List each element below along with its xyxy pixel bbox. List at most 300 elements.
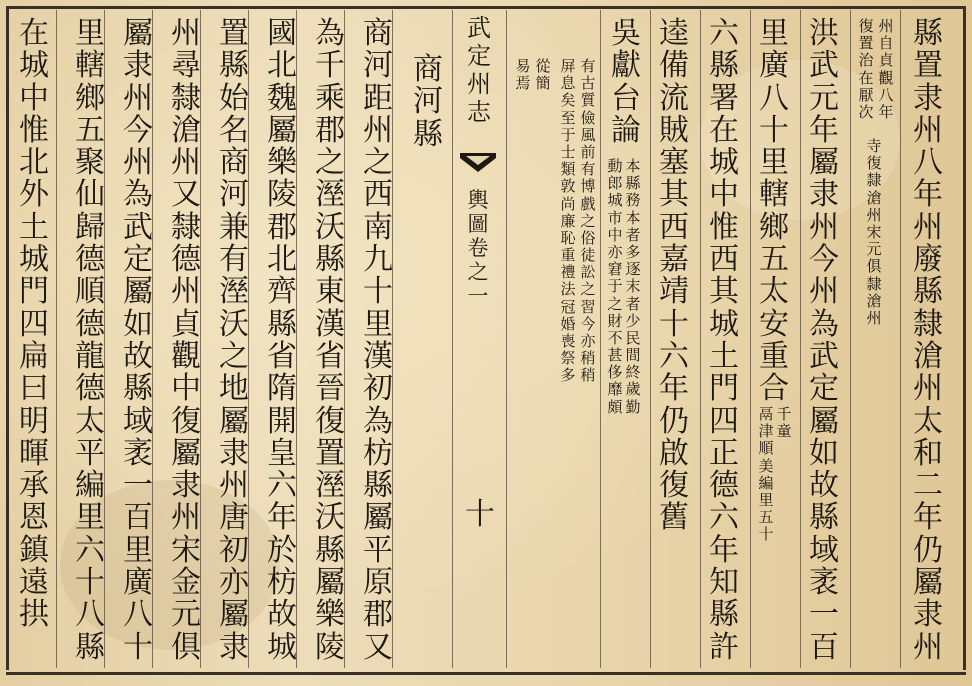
section-label (610, 18, 642, 147)
annotation-column (625, 158, 641, 416)
glyph: 侈 (607, 363, 623, 382)
glyph: 河 (413, 84, 443, 120)
glyph: 前 (580, 142, 596, 161)
glyph: 元 (171, 597, 201, 633)
glyph: 九 (363, 242, 393, 278)
glyph: 西 (363, 177, 393, 213)
glyph: 州 (171, 274, 201, 310)
glyph: 至 (560, 108, 576, 127)
glyph: 屬 (913, 565, 943, 601)
glyph: 漢 (363, 338, 393, 374)
glyph: 門 (19, 274, 49, 310)
glyph: 商 (413, 52, 443, 87)
glyph: 者 (625, 225, 641, 244)
glyph: 終 (625, 363, 641, 382)
glyph: 歸 (75, 209, 105, 245)
glyph: 仙 (75, 177, 105, 213)
glyph: 里 (758, 490, 774, 509)
glyph: 陵 (267, 177, 297, 213)
glyph: 五 (75, 112, 105, 148)
glyph: 一 (467, 284, 489, 308)
glyph: 美 (758, 456, 774, 475)
glyph: 之 (467, 260, 489, 284)
glyph: 東 (315, 274, 345, 310)
glyph: 恥 (560, 228, 576, 247)
glyph: 沃 (315, 500, 345, 536)
glyph: 屬 (363, 500, 393, 536)
glyph: 武 (123, 209, 153, 245)
glyph: 十 (659, 306, 689, 342)
glyph: 太 (75, 403, 105, 439)
glyph: 縣 (75, 629, 105, 665)
glyph: 元 (809, 80, 839, 116)
glyph: 尋 (171, 48, 201, 84)
glyph: 為 (315, 16, 345, 51)
glyph: 志 (467, 98, 491, 126)
glyph: 津 (758, 422, 774, 441)
text-column (170, 18, 202, 664)
glyph: 初 (363, 371, 393, 407)
glyph: 漢 (315, 306, 345, 342)
glyph: 四 (709, 403, 739, 439)
glyph: 置 (858, 34, 874, 53)
glyph: 今 (809, 242, 839, 278)
glyph: 署 (709, 80, 739, 116)
glyph: 六 (267, 468, 297, 504)
glyph: 尚 (560, 194, 576, 213)
glyph: 土 (19, 209, 49, 245)
glyph: 城 (267, 629, 297, 665)
glyph: 故 (809, 468, 839, 504)
glyph: 動 (607, 157, 623, 175)
glyph: 滄 (866, 291, 882, 310)
glyph: 復 (171, 403, 201, 439)
annotation-column (580, 58, 596, 385)
glyph: 其 (709, 274, 739, 310)
glyph: 百 (123, 500, 153, 536)
glyph: 隸 (171, 209, 201, 245)
glyph: 里 (75, 16, 105, 51)
glyph: 明 (19, 403, 49, 439)
column-rule (750, 10, 751, 668)
glyph: 惟 (709, 209, 739, 245)
glyph: 禮 (560, 263, 576, 282)
glyph: 州 (171, 500, 201, 536)
glyph: 隶 (171, 468, 201, 504)
glyph: 千 (315, 48, 345, 84)
glyph: 屬 (315, 565, 345, 601)
glyph: 門 (709, 371, 739, 407)
glyph: 城 (709, 145, 739, 181)
glyph: 南 (363, 209, 393, 245)
glyph: 一 (809, 597, 839, 633)
glyph: 今 (580, 314, 596, 333)
glyph: 屬 (809, 145, 839, 181)
column-rule (600, 10, 601, 668)
glyph: 龍 (75, 338, 105, 374)
glyph: 正 (709, 435, 739, 471)
glyph: 在 (709, 112, 739, 148)
glyph: 勤 (625, 397, 641, 416)
glyph: 縣 (413, 116, 443, 152)
glyph: 定 (809, 371, 839, 407)
glyph: 州 (219, 468, 249, 504)
glyph: 民 (625, 328, 641, 347)
glyph: 安 (759, 306, 789, 342)
glyph: 金 (171, 565, 201, 601)
glyph: 十 (75, 565, 105, 601)
glyph: 樂 (267, 145, 297, 181)
glyph: 復 (866, 154, 882, 173)
glyph: 類 (560, 160, 576, 179)
glyph: 多 (625, 242, 641, 261)
glyph: 縣 (363, 468, 393, 504)
column-rule (900, 10, 901, 668)
glyph: 廉 (560, 211, 576, 230)
glyph: 外 (19, 177, 49, 213)
glyph: 祭 (560, 349, 576, 368)
glyph: 北 (267, 48, 297, 84)
glyph: 之 (315, 145, 345, 181)
glyph: 百 (809, 629, 839, 665)
text-column (658, 18, 690, 535)
glyph: 域 (123, 403, 153, 439)
glyph: 州 (171, 16, 201, 51)
glyph: 武 (809, 48, 839, 84)
glyph: 隋 (267, 371, 297, 407)
glyph: 齊 (267, 274, 297, 310)
glyph: 元 (866, 240, 882, 259)
glyph: 啟 (659, 435, 689, 471)
glyph: 鄉 (759, 209, 789, 245)
glyph: 縣 (913, 16, 943, 51)
glyph: 縣 (123, 371, 153, 407)
glyph: 八 (759, 80, 789, 116)
glyph: 隶 (809, 177, 839, 213)
glyph: 城 (19, 48, 49, 84)
glyph: 縣 (315, 532, 345, 568)
glyph: 陵 (315, 629, 345, 665)
glyph: 觀 (878, 68, 894, 87)
glyph: 有 (580, 160, 596, 179)
glyph: 始 (219, 80, 249, 116)
glyph: 故 (267, 597, 297, 633)
glyph: 焉 (515, 74, 531, 93)
glyph: 曰 (19, 371, 49, 407)
glyph: 里 (123, 532, 153, 568)
glyph: 縣 (913, 274, 943, 310)
glyph: 順 (75, 274, 105, 310)
glyph: 宋 (171, 532, 201, 568)
glyph: 市 (607, 208, 623, 227)
glyph: 轄 (759, 177, 789, 213)
glyph: 稍 (580, 349, 596, 368)
glyph: 武 (467, 14, 491, 42)
glyph: 縣 (267, 306, 297, 342)
glyph: 在 (19, 16, 49, 51)
glyph: 之 (580, 211, 596, 230)
glyph: 貞 (171, 306, 201, 342)
glyph: 樂 (315, 597, 345, 633)
glyph: 觀 (171, 338, 201, 374)
glyph: 又 (363, 629, 393, 665)
glyph: 一 (123, 468, 153, 504)
glyph: 州 (467, 70, 491, 98)
glyph: 十 (758, 525, 774, 544)
glyph: 溼 (315, 468, 345, 504)
glyph: 溼 (219, 274, 249, 310)
glyph: 重 (759, 338, 789, 374)
glyph: 編 (75, 468, 105, 504)
glyph: 財 (607, 311, 623, 330)
glyph: 德 (171, 242, 201, 278)
glyph: 次 (858, 102, 874, 121)
glyph: 武 (809, 338, 839, 374)
glyph: 州 (123, 80, 153, 116)
glyph: 德 (709, 468, 739, 504)
glyph: 滄 (913, 338, 943, 374)
column-rule (452, 10, 453, 668)
glyph: 州 (913, 112, 943, 148)
glyph: 博 (580, 177, 596, 196)
glyph: 十 (759, 112, 789, 148)
glyph: 年 (659, 371, 689, 407)
glyph: 屬 (219, 403, 249, 439)
glyph: 河 (363, 48, 393, 84)
glyph: 在 (858, 68, 874, 87)
glyph: 又 (171, 177, 201, 213)
glyph: 重 (560, 246, 576, 265)
glyph: 年 (709, 532, 739, 568)
glyph: 自 (878, 34, 894, 53)
glyph: 六 (709, 16, 739, 51)
glyph: 童 (776, 422, 792, 441)
glyph: 省 (315, 338, 345, 374)
glyph: 編 (758, 473, 774, 492)
glyph: 厭 (858, 85, 874, 104)
glyph: 縣 (315, 242, 345, 278)
glyph: 風 (580, 125, 596, 144)
glyph: 德 (75, 242, 105, 278)
glyph: 六 (75, 532, 105, 568)
glyph: 名 (219, 112, 249, 148)
annotation-column (878, 18, 894, 121)
glyph: 輿 (467, 188, 489, 212)
glyph: 有 (580, 57, 596, 75)
book-title (466, 14, 492, 126)
glyph: 里 (759, 145, 789, 181)
glyph: 歲 (625, 380, 641, 399)
column-rule (800, 10, 801, 668)
glyph: 定 (467, 42, 491, 70)
glyph: 里 (75, 500, 105, 536)
glyph: 皇 (267, 435, 297, 471)
column-rule (650, 10, 651, 668)
glyph: 二 (913, 468, 943, 504)
glyph: 滄 (866, 188, 882, 207)
glyph: 袤 (123, 435, 153, 471)
text-column (266, 18, 298, 664)
glyph: 備 (659, 48, 689, 84)
glyph: 晉 (315, 371, 345, 407)
glyph: 州 (809, 209, 839, 245)
text-column (362, 18, 394, 664)
glyph: 和 (913, 435, 943, 471)
glyph: 州 (123, 145, 153, 181)
glyph: 初 (219, 532, 249, 568)
glyph: 逐 (625, 260, 641, 279)
glyph: 距 (363, 80, 393, 116)
glyph: 於 (267, 532, 297, 568)
glyph: 五 (759, 242, 789, 278)
glyph: 仍 (659, 403, 689, 439)
column-rule (850, 10, 851, 668)
text-column (808, 18, 840, 664)
glyph: 北 (19, 145, 49, 181)
glyph: 八 (913, 145, 943, 181)
glyph: 八 (75, 597, 105, 633)
glyph: 復 (858, 17, 874, 35)
glyph: 法 (560, 280, 576, 299)
glyph: 枋 (363, 435, 393, 471)
glyph: 稍 (580, 366, 596, 385)
glyph: 惟 (19, 112, 49, 148)
annotation-column (858, 18, 874, 121)
glyph: 寺 (866, 137, 882, 155)
glyph: 如 (809, 435, 839, 471)
glyph: 隸 (913, 306, 943, 342)
glyph: 太 (913, 403, 943, 439)
text-column (758, 18, 790, 406)
glyph: 四 (19, 306, 49, 342)
glyph: 流 (659, 80, 689, 116)
fish-tail-mark (458, 150, 498, 176)
district-heading (412, 54, 444, 151)
frame-right (963, 8, 966, 670)
glyph: 屏 (560, 57, 576, 75)
glyph: 西 (659, 209, 689, 245)
glyph: 原 (363, 565, 393, 601)
glyph: 五 (758, 508, 774, 527)
glyph: 戲 (580, 194, 596, 213)
glyph: 枋 (267, 565, 297, 601)
text-column (218, 18, 250, 664)
glyph: 為 (363, 403, 393, 439)
glyph: 鄉 (75, 80, 105, 116)
glyph: 州 (913, 209, 943, 245)
glyph: 城 (607, 191, 623, 210)
glyph: 屬 (123, 274, 153, 310)
glyph: 本 (625, 208, 641, 227)
glyph: 務 (625, 191, 641, 210)
glyph: 屬 (219, 597, 249, 633)
glyph: 為 (809, 306, 839, 342)
frame-left (6, 8, 9, 670)
glyph: 息 (560, 74, 576, 93)
annotation-column (866, 138, 882, 327)
glyph: 年 (267, 500, 297, 536)
glyph: 郡 (363, 597, 393, 633)
glyph: 州 (866, 308, 882, 327)
glyph: 本 (625, 157, 641, 175)
glyph: 郡 (267, 209, 297, 245)
glyph: 平 (75, 435, 105, 471)
glyph: 易 (515, 57, 531, 75)
glyph: 知 (709, 565, 739, 601)
glyph: 州 (913, 629, 943, 665)
glyph: 窘 (607, 260, 623, 279)
glyph: 論 (611, 112, 641, 148)
text-column (74, 18, 106, 664)
glyph: 域 (809, 532, 839, 568)
text-column (122, 18, 154, 664)
glyph: 八 (878, 85, 894, 104)
glyph: 置 (315, 435, 345, 471)
glyph: 溼 (315, 177, 345, 213)
glyph: 喪 (560, 332, 576, 350)
glyph: 隶 (219, 435, 249, 471)
glyph: 中 (607, 225, 623, 244)
glyph: 今 (123, 112, 153, 148)
glyph: 承 (19, 468, 49, 504)
glyph: 婚 (560, 314, 576, 333)
glyph: 靖 (659, 274, 689, 310)
glyph: 隶 (123, 48, 153, 84)
glyph: 吳 (611, 16, 641, 51)
glyph: 于 (560, 125, 576, 144)
frame-top (6, 6, 966, 9)
glyph: 置 (219, 16, 249, 51)
glyph: 甚 (607, 346, 623, 365)
glyph: 沃 (219, 306, 249, 342)
glyph: 商 (363, 16, 393, 51)
glyph: 平 (363, 532, 393, 568)
glyph: 仍 (913, 532, 943, 568)
glyph: 中 (709, 177, 739, 213)
column-rule (506, 10, 507, 668)
glyph: 嘉 (659, 242, 689, 278)
glyph: 兼 (219, 209, 249, 245)
glyph: 十 (363, 274, 393, 310)
glyph: 聚 (75, 145, 105, 181)
glyph: 訟 (580, 263, 596, 282)
annotation-column (758, 406, 774, 544)
glyph: 質 (580, 91, 596, 110)
glyph: 隸 (866, 171, 882, 190)
column-rule (700, 10, 701, 668)
glyph: 北 (267, 242, 297, 278)
glyph: 屬 (123, 16, 153, 51)
glyph: 省 (267, 338, 297, 374)
glyph: 之 (219, 338, 249, 374)
glyph: 鬲 (758, 405, 774, 423)
glyph: 屬 (171, 435, 201, 471)
glyph: 如 (123, 306, 153, 342)
glyph: 扁 (19, 338, 49, 374)
glyph: 治 (858, 51, 874, 70)
glyph: 從 (535, 57, 551, 75)
text-column (912, 18, 944, 664)
glyph: 儉 (580, 108, 596, 127)
glyph: 古 (580, 74, 596, 93)
glyph: 西 (709, 242, 739, 278)
glyph: 塞 (659, 145, 689, 181)
glyph: 簡 (535, 74, 551, 93)
glyph: 鎮 (19, 532, 49, 568)
glyph: 郎 (607, 174, 623, 193)
glyph: 州 (809, 274, 839, 310)
glyph: 屬 (267, 112, 297, 148)
